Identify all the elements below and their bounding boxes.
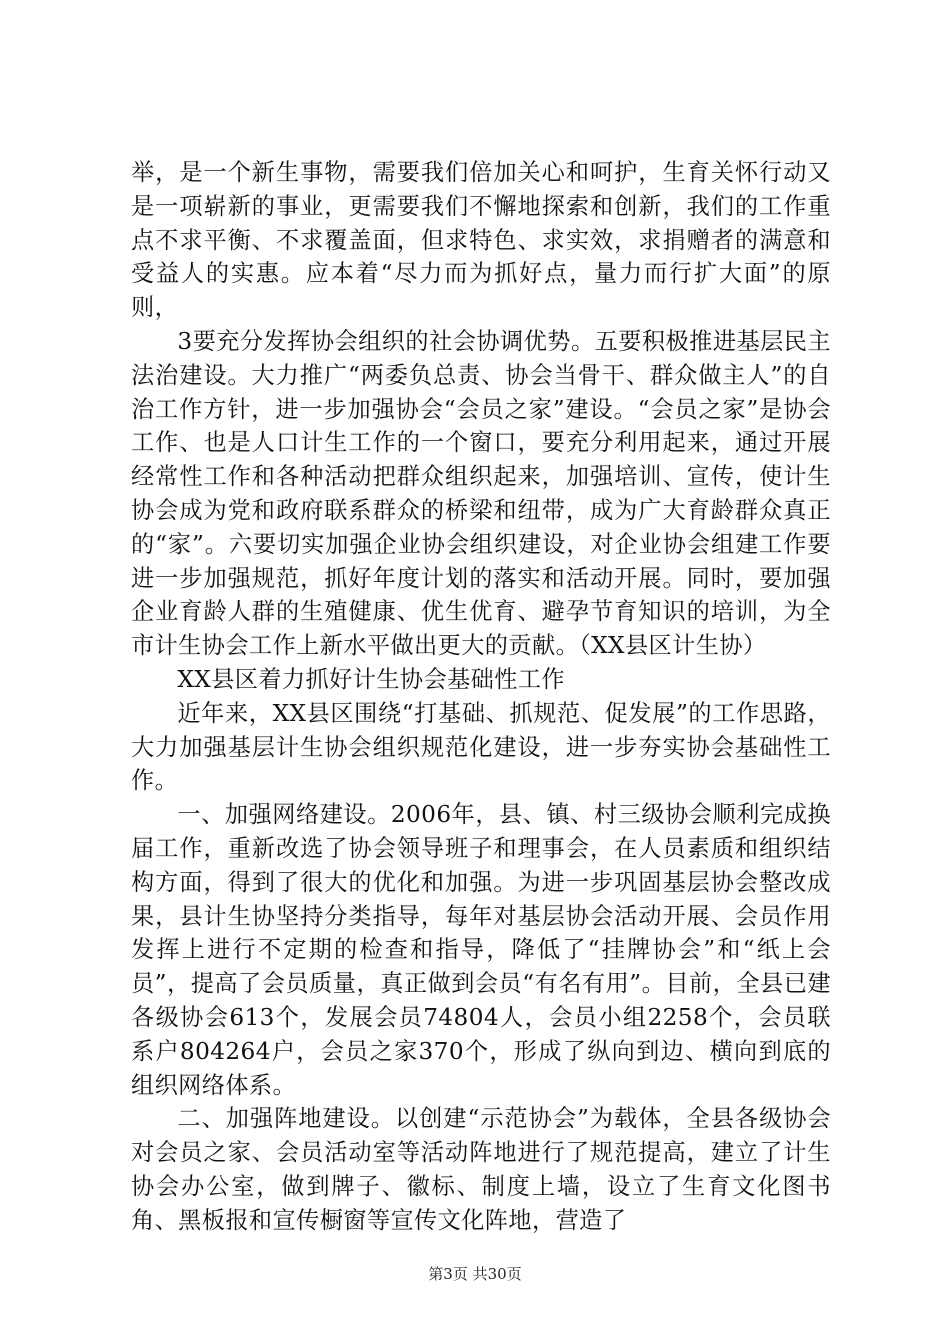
section-title: XX县区着力抓好计生协会基础性工作 (177, 665, 566, 693)
page-number: 第3页 共30页 (428, 1265, 522, 1283)
paragraph-position-building: 二、加强阵地建设。以创建“示范协会”为载体，全县各级协会对会员之家、会员活动室等活动阵地进行了规范提高，建立了计生协会办公室，做到牌子、徽标、制度上墙，设立了生育文化图书角、黑板报和宣传橱窗等宣传文化阵地，营造了 (131, 1105, 831, 1234)
document-body (131, 156, 831, 1238)
paragraph-intro: 近年来，XX县区围绕“打基础、抓规范、促发展”的工作思路，大力加强基层计生协会组织规范化建设，进一步夯实协会基础性工作。 (131, 699, 831, 795)
paragraph-continuation: 举，是一个新生事物，需要我们倍加关心和呵护，生育关怀行动又是一项崭新的事业，更需要我们不懈地探索和创新，我们的工作重点不求平衡、不求覆盖面，但求特色、求实效，求捐赠者的满意和受益人的实惠。应本着“尽力而为抓好点，量力而行扩大面”的原则， (131, 159, 831, 322)
paragraph-association-coordination: 3要充分发挥协会组织的社会协调优势。五要积极推进基层民主法治建设。大力推广“两委负总责、协会当骨干、群众做主人”的自治工作方针，进一步加强协会“会员之家”建设。“会员之家”是协会工作、也是人口计生工作的一个窗口，要充分利用起来，通过开展经常性工作和各种活动把群众组织起来，加强培训、宣传，使计生协会成为党和政府联系群众的桥梁和纽带，成为广大育龄群众真正的“家”。六要切实加强企业协会组织建设，对企业协会组建工作要进一步加强规范，抓好年度计划的落实和活动开展。同时，要加强企业育龄人群的生殖健康、优生优育、避孕节育知识的培训，为全市计生协会工作上新水平做出更大的贡献。（XX县区计生协） (131, 327, 831, 660)
page-footer (0, 1264, 950, 1284)
paragraph-network-building: 一、加强网络建设。2006年，县、镇、村三级协会顺利完成换届工作，重新改选了协会领导班子和理事会，在人员素质和组织结构方面，得到了很大的优化和加强。为进一步巩固基层协会整改成果，县计生协坚持分类指导，每年对基层协会活动开展、会员作用发挥上进行不定期的检查和指导，降低了“挂牌协会”和“纸上会员”，提高了会员质量，真正做到会员“有名有用”。目前，全县已建各级协会613个，发展会员74804人，会员小组2258个，会员联系户804264户，会员之家370个，形成了纵向到边、横向到底的组织网络体系。 (131, 801, 831, 1099)
